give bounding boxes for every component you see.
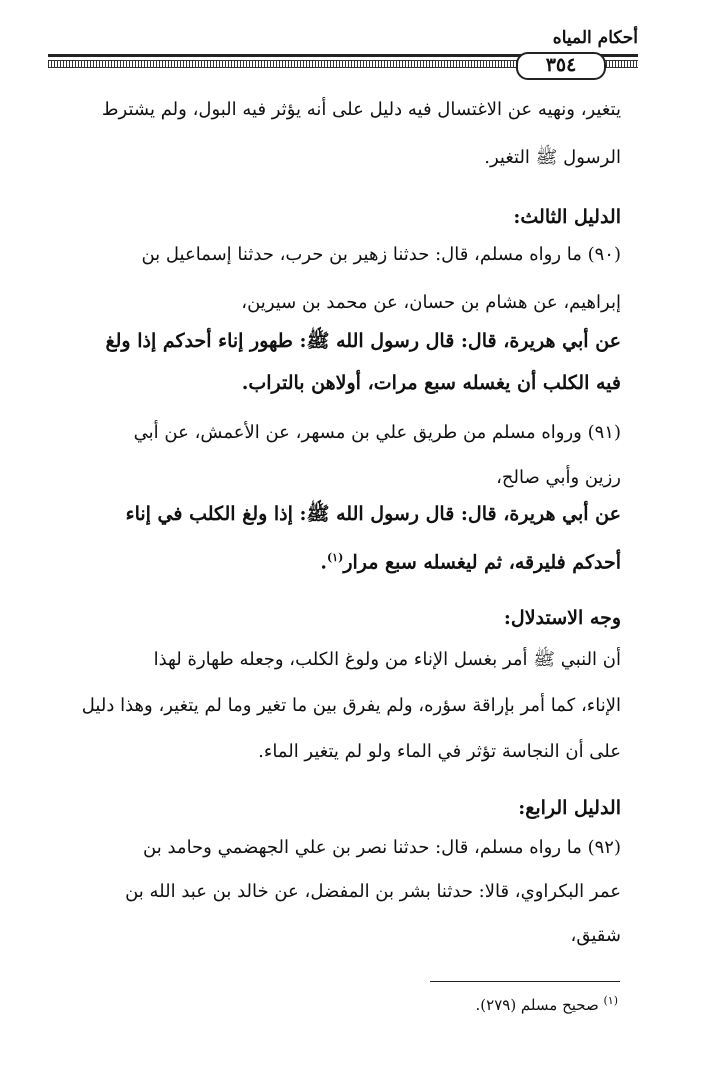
paragraph-intro bbox=[48, 95, 621, 172]
hadith-91-text bbox=[48, 500, 621, 577]
hadith-90-chain bbox=[48, 240, 621, 317]
footnote-ref: (١) bbox=[326, 551, 344, 564]
footnote-text: صحيح مسلم (٢٧٩). bbox=[475, 996, 599, 1014]
text-line: (٩١) ورواه مسلم من طريق علي بن مسهر، عن الأعمش، عن أبي bbox=[133, 422, 621, 443]
text-line: فيه الكلب أن يغسله سبع مرات، أولاهن بالتراب. bbox=[241, 372, 621, 394]
text-line: (٩٠) ما رواه مسلم، قال: حدثنا زهير بن حرب، حدثنا إسماعيل بن bbox=[141, 244, 621, 265]
page-header bbox=[48, 28, 638, 78]
heading-third-evidence: الدليل الثالث: bbox=[513, 206, 621, 228]
text-line: أن النبي ﷺ أمر بغسل الإناء من ولوغ الكلب، وجعله طهارة لهذا bbox=[153, 649, 621, 670]
text-line: عن أبي هريرة، قال: قال رسول الله ﷺ: طهور إناء أحدكم إذا ولغ bbox=[105, 330, 621, 352]
text-line: الإناء، كما أمر بإراقة سؤره، ولم يفرق بين ما تغير وما لم يتغير، وهذا دليل bbox=[81, 695, 621, 716]
footnote-separator bbox=[430, 981, 620, 982]
page-number: ٣٥٤ bbox=[516, 52, 606, 80]
text-line: عن أبي هريرة، قال: قال رسول الله ﷺ: إذا ولغ الكلب في إناء bbox=[125, 503, 621, 525]
text-line-end: . bbox=[320, 551, 327, 574]
text-line: شقيق، bbox=[570, 925, 621, 946]
heading-istidlal: وجه الاستدلال: bbox=[503, 607, 621, 629]
text-line: عمر البكراوي، قالا: حدثنا بشر بن المفضل، عن خالد بن عبد الله بن bbox=[125, 881, 621, 902]
text-line: يتغير، ونهيه عن الاغتسال فيه دليل على أنه يؤثر فيه البول، ولم يشترط bbox=[101, 99, 621, 120]
text-line: رزين وأبي صالح، bbox=[496, 467, 621, 488]
text-line-part: أحدكم فليرقه، ثم ليغسله سبع مرار bbox=[343, 551, 621, 574]
hadith-92-chain bbox=[48, 833, 621, 950]
text-line: على أن النجاسة تؤثر في الماء ولو لم يتغير الماء. bbox=[258, 741, 621, 762]
paragraph-istidlal bbox=[48, 645, 621, 766]
footnote-marker: (١) bbox=[603, 994, 618, 1007]
text-line: الرسول ﷺ التغير. bbox=[484, 147, 621, 168]
text-line: إبراهيم، عن هشام بن حسان، عن محمد بن سيرين، bbox=[241, 292, 621, 313]
footnote bbox=[48, 994, 618, 1014]
text-line bbox=[48, 543, 621, 577]
heading-fourth-evidence: الدليل الرابع: bbox=[518, 797, 621, 819]
hadith-90-text bbox=[48, 327, 621, 398]
hadith-91-chain bbox=[48, 418, 621, 492]
text-line: (٩٢) ما رواه مسلم، قال: حدثنا نصر بن علي الجهضمي وحامد بن bbox=[143, 837, 621, 858]
running-title: أحكام المياه bbox=[552, 28, 638, 48]
